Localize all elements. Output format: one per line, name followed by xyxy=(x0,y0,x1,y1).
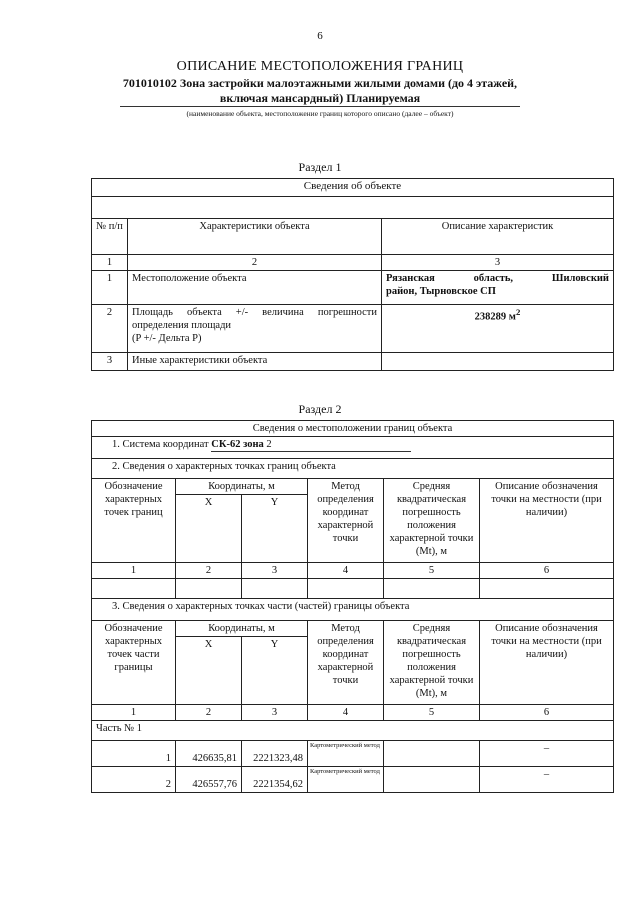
col-method: Метод определения координат характерной точки xyxy=(308,479,384,563)
coord-system-label: 1. Система координат xyxy=(112,439,209,450)
location-value-line2: район, Тырновское СП xyxy=(386,286,496,297)
col-designation: Обозначение характерных точек границ xyxy=(92,479,176,563)
col-number-6: 6 xyxy=(480,563,614,579)
col-x: X xyxy=(176,495,242,563)
col-number-1: 1 xyxy=(92,705,176,721)
col-accuracy: Средняя квадратическая погрешность положения характерной точки (Mt), м xyxy=(384,621,480,705)
other-characteristics-value xyxy=(382,353,614,371)
point-x: 426557,76 xyxy=(176,767,242,793)
col-number-4: 4 xyxy=(308,705,384,721)
point-method: Картометрический метод xyxy=(308,741,384,767)
col-number-1: 1 xyxy=(92,563,176,579)
area-label xyxy=(128,305,382,353)
point-method: Картометрический метод xyxy=(308,767,384,793)
col-description: Описание обозначения точки на местности (при наличии) xyxy=(480,479,614,563)
location-value-line1: Рязанская область, Шиловский xyxy=(386,273,609,284)
empty-cell xyxy=(92,579,176,599)
location-label: Местоположение объекта xyxy=(128,271,382,305)
point-accuracy xyxy=(384,741,480,767)
location-value xyxy=(382,271,614,305)
col-number-4: 4 xyxy=(308,563,384,579)
col-number-5: 5 xyxy=(384,705,480,721)
empty-cell xyxy=(384,579,480,599)
col-number-2: 2 xyxy=(128,255,382,271)
area-label-line3: (P +/- Дельта P) xyxy=(132,333,202,344)
empty-cell xyxy=(308,579,384,599)
col-number-3: 3 xyxy=(242,563,308,579)
empty-row xyxy=(92,197,614,219)
empty-cell xyxy=(480,579,614,599)
coord-system-value xyxy=(211,438,411,452)
section1-title: Раздел 1 xyxy=(298,160,342,174)
col-number-5: 5 xyxy=(384,563,480,579)
area-unit-power: 2 xyxy=(515,307,521,317)
part-points-heading: 3. Сведения о характерных точках части (частей) границы объекта xyxy=(92,599,614,621)
row-number: 2 xyxy=(92,305,128,353)
boundary-points-heading: 2. Сведения о характерных точках границ объекта xyxy=(92,459,614,479)
object-info-caption: Сведения об объекте xyxy=(92,179,614,197)
col-coordinates: Координаты, м xyxy=(176,621,308,637)
col-header-characteristics: Характеристики объекта xyxy=(128,219,382,255)
object-name xyxy=(60,76,580,106)
col-accuracy: Средняя квадратическая погрешность положения характерной точки (Mt), м xyxy=(384,479,480,563)
col-x: X xyxy=(176,637,242,705)
point-number: 2 xyxy=(92,767,176,793)
coord-system-zone: 2 xyxy=(266,439,272,450)
point-number: 1 xyxy=(92,741,176,767)
col-number-2: 2 xyxy=(176,705,242,721)
col-method: Метод определения координат характерной точки xyxy=(308,621,384,705)
point-x: 426635,81 xyxy=(176,741,242,767)
col-y: Y xyxy=(242,637,308,705)
row-number: 1 xyxy=(92,271,128,305)
table-row xyxy=(92,767,614,793)
point-accuracy xyxy=(384,767,480,793)
row-number: 3 xyxy=(92,353,128,371)
col-y: Y xyxy=(242,495,308,563)
area-value xyxy=(382,305,614,353)
point-description: – xyxy=(480,741,614,767)
col-description: Описание обозначения точки на местности (при наличии) xyxy=(480,621,614,705)
col-number-1: 1 xyxy=(92,255,128,271)
col-number-2: 2 xyxy=(176,563,242,579)
area-label-line1: Площадь объекта +/- величина погрешности xyxy=(132,307,377,318)
coord-system-row xyxy=(92,437,614,459)
boundary-caption: Сведения о местоположении границ объекта xyxy=(92,421,614,437)
table-row xyxy=(92,741,614,767)
object-info-table xyxy=(91,178,614,371)
part-label: Часть № 1 xyxy=(92,721,614,741)
coord-system-name: СК-62 зона xyxy=(211,439,264,450)
object-name-line2: включая мансардный) Планируемая xyxy=(219,91,421,105)
point-y: 2221323,48 xyxy=(242,741,308,767)
col-designation: Обозначение характерных точек части границы xyxy=(92,621,176,705)
page-number: 6 xyxy=(317,30,323,42)
other-characteristics-label: Иные характеристики объекта xyxy=(128,353,382,371)
object-name-note: (наименование объекта, местоположение границ которого описано (далее – объект) xyxy=(186,109,454,118)
empty-cell xyxy=(176,579,242,599)
area-label-line2: определения площади xyxy=(132,320,232,331)
col-number-3: 3 xyxy=(242,705,308,721)
document-title: ОПИСАНИЕ МЕСТОПОЛОЖЕНИЯ ГРАНИЦ xyxy=(176,59,464,74)
point-y: 2221354,62 xyxy=(242,767,308,793)
boundary-table xyxy=(91,420,614,793)
object-name-line1: 701010102 Зона застройки малоэтажными жилыми домами (до 4 этажей, xyxy=(122,76,518,90)
col-coordinates: Координаты, м xyxy=(176,479,308,495)
col-number-6: 6 xyxy=(480,705,614,721)
area-number: 238289 м xyxy=(474,311,516,323)
col-header-description: Описание характеристик xyxy=(382,219,614,255)
empty-cell xyxy=(242,579,308,599)
underline xyxy=(120,106,520,107)
section2-title: Раздел 2 xyxy=(298,402,342,416)
col-number-3: 3 xyxy=(382,255,614,271)
point-description: – xyxy=(480,767,614,793)
col-header-number: № п/п xyxy=(92,219,128,255)
